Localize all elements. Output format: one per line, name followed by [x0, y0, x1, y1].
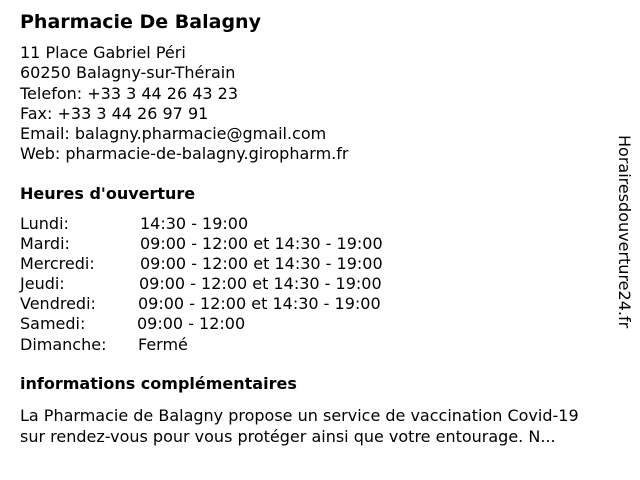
time-value: 09:00 - 12:00 et 14:30 - 19:00: [138, 294, 381, 314]
time-value: 14:30 - 19:00: [140, 214, 249, 233]
address-street: 11 Place Gabriel Péri: [20, 43, 186, 62]
day-label: Samedi:: [20, 314, 86, 334]
day-label: Dimanche:: [20, 334, 107, 354]
info-line-2: sur rendez-vous pour vous protéger ainsi que votre entourage. N...: [20, 427, 556, 446]
day-label: Jeudi:: [20, 274, 65, 294]
watermark-text: Horairesdouverture24.fr: [615, 135, 634, 329]
day-label: Lundi:: [20, 214, 69, 233]
info-heading: informations complémentaires: [20, 374, 297, 393]
day-label: Mercredi:: [20, 254, 95, 274]
time-value: 09:00 - 12:00 et 14:30 - 19:00: [139, 274, 382, 294]
pharmacy-card: [20, 0, 620, 480]
day-label: Vendredi:: [20, 294, 96, 314]
time-value: 09:00 - 12:00 et 14:30 - 19:00: [140, 254, 383, 274]
time-value: Fermé: [138, 334, 188, 354]
info-text: [20, 405, 624, 447]
fax-line: Fax: +33 3 44 26 97 91: [20, 103, 209, 123]
day-label: Mardi:: [20, 234, 70, 254]
pharmacy-title: Pharmacie De Balagny: [20, 11, 261, 33]
web-line: Web: pharmacie-de-balagny.giropharm.fr: [20, 144, 349, 164]
time-value: 09:00 - 12:00 et 14:30 - 19:00: [140, 234, 383, 254]
address-city: 60250 Balagny-sur-Thérain: [20, 63, 236, 83]
phone-line: Telefon: +33 3 44 26 43 23: [20, 83, 239, 103]
contact-block: [20, 43, 348, 165]
info-line-1: La Pharmacie de Balagny propose un service de vaccination Covid-19: [20, 406, 579, 425]
hours-heading: Heures d'ouverture: [20, 184, 196, 203]
time-value: 09:00 - 12:00: [137, 314, 246, 334]
email-line: Email: balagny.pharmacie@gmail.com: [20, 124, 327, 144]
watermark: [614, 135, 634, 371]
